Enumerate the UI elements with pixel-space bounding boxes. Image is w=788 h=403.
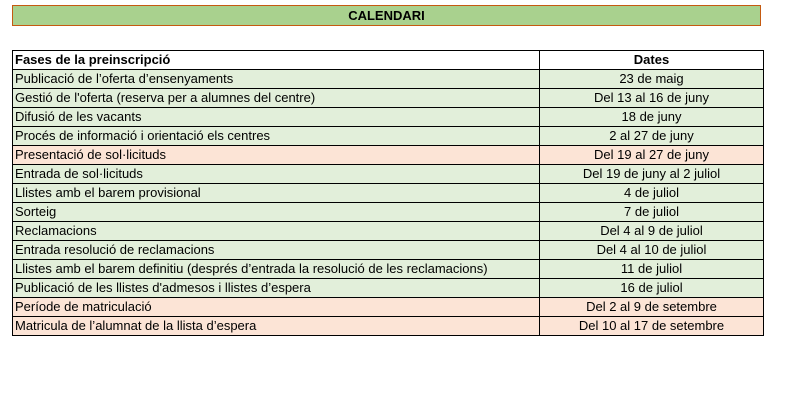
date-cell: Del 4 al 9 de juliol xyxy=(540,222,764,241)
table-row xyxy=(13,127,764,146)
table-row xyxy=(13,146,764,165)
phase-cell: Gestió de l'oferta (reserva per a alumnes del centre) xyxy=(13,89,540,108)
date-cell: 18 de juny xyxy=(540,108,764,127)
date-cell: 2 al 27 de juny xyxy=(540,127,764,146)
phase-cell: Llistes amb el barem definitiu (després d’entrada la resolució de les reclamacions) xyxy=(13,260,540,279)
header-dates: Dates xyxy=(540,51,764,70)
date-cell: 7 de juliol xyxy=(540,203,764,222)
preinscription-calendar-table xyxy=(12,50,764,336)
phase-cell: Entrada resolució de reclamacions xyxy=(13,241,540,260)
date-cell: 11 de juliol xyxy=(540,260,764,279)
table-row xyxy=(13,89,764,108)
table-row xyxy=(13,241,764,260)
date-cell: Del 4 al 10 de juliol xyxy=(540,241,764,260)
phase-cell: Procés de informació i orientació els centres xyxy=(13,127,540,146)
date-cell: Del 10 al 17 de setembre xyxy=(540,317,764,336)
phase-cell: Difusió de les vacants xyxy=(13,108,540,127)
table-row xyxy=(13,70,764,89)
calendar-title: CALENDARI xyxy=(348,8,425,23)
table-row xyxy=(13,108,764,127)
phase-cell: Sorteig xyxy=(13,203,540,222)
header-fases: Fases de la preinscripció xyxy=(13,51,540,70)
phase-cell: Matricula de l’alumnat de la llista d’espera xyxy=(13,317,540,336)
date-cell: Del 2 al 9 de setembre xyxy=(540,298,764,317)
date-cell: Del 19 de juny al 2 juliol xyxy=(540,165,764,184)
table-row xyxy=(13,298,764,317)
table-header-row xyxy=(13,51,764,70)
table-row xyxy=(13,203,764,222)
table-row xyxy=(13,317,764,336)
table-row xyxy=(13,222,764,241)
date-cell: 4 de juliol xyxy=(540,184,764,203)
phase-cell: Llistes amb el barem provisional xyxy=(13,184,540,203)
table-row xyxy=(13,165,764,184)
date-cell: 16 de juliol xyxy=(540,279,764,298)
table-row xyxy=(13,279,764,298)
table-row xyxy=(13,260,764,279)
calendar-title-banner xyxy=(12,5,761,26)
phase-cell: Publicació de les llistes d'admesos i llistes d’espera xyxy=(13,279,540,298)
phase-cell: Període de matriculació xyxy=(13,298,540,317)
phase-cell: Entrada de sol·licituds xyxy=(13,165,540,184)
date-cell: 23 de maig xyxy=(540,70,764,89)
date-cell: Del 19 al 27 de juny xyxy=(540,146,764,165)
table-body xyxy=(13,70,764,336)
table-row xyxy=(13,184,764,203)
date-cell: Del 13 al 16 de juny xyxy=(540,89,764,108)
phase-cell: Reclamacions xyxy=(13,222,540,241)
phase-cell: Publicació de l’oferta d’ensenyaments xyxy=(13,70,540,89)
phase-cell: Presentació de sol·licituds xyxy=(13,146,540,165)
